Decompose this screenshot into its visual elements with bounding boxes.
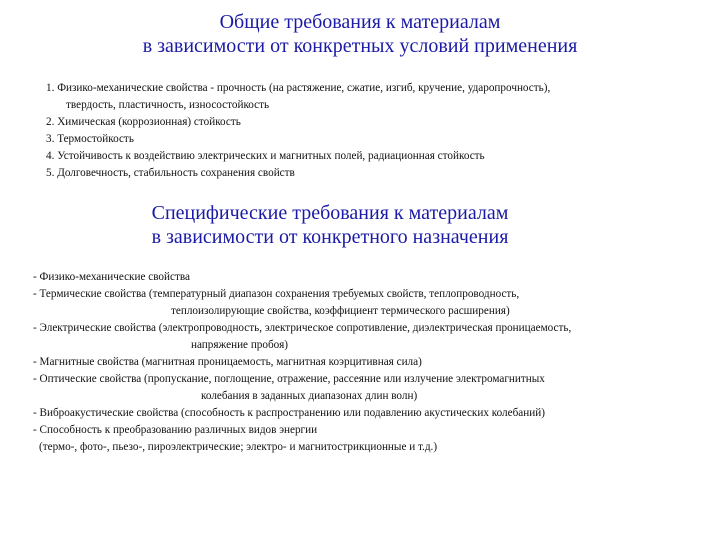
list-item: 2. Химическая (коррозионная) стойкость: [46, 116, 241, 128]
list-item-continuation: теплоизолирующие свойства, коэффициент термического расширения): [171, 305, 510, 317]
list-item: 5. Долговечность, стабильность сохранения свойств: [46, 167, 295, 179]
list-item: - Способность к преобразованию различных видов энергии: [33, 424, 318, 436]
list-item: - Электрические свойства (электропроводность, электрическое сопротивление, диэлектрическая проницаемость,: [33, 322, 572, 334]
list-item: - Магнитные свойства (магнитная проницаемость, магнитная коэрцитивная сила): [33, 356, 422, 368]
list-item-continuation: твердость, пластичность, износостойкость: [66, 99, 270, 111]
section2-title-line1: Специфические требования к материалам: [151, 202, 509, 224]
list-item-continuation: колебания в заданных диапазонах длин волн): [201, 390, 418, 402]
list-item: 3. Термостойкость: [46, 133, 134, 145]
list-item: - Виброакустические свойства (способность к распространению или подавлению акустических колебаний): [33, 407, 545, 419]
list-item-continuation: напряжение пробоя): [191, 339, 288, 351]
list-item: 4. Устойчивость к воздействию электрических и магнитных полей, радиационная стойкость: [46, 150, 485, 162]
section1-title: [90, 10, 630, 58]
general-requirements-list: [46, 80, 550, 182]
section1-title-line2: в зависимости от конкретных условий применения: [142, 35, 578, 57]
section2-title-line2: в зависимости от конкретного назначения: [151, 226, 509, 248]
list-item: - Оптические свойства (пропускание, поглощение, отражение, рассеяние или излучение электромагнитных: [33, 373, 545, 385]
list-item-continuation: (термо-, фото-, пьезо-, пироэлектрические; электро- и магнитострикционные и т.д.): [39, 441, 438, 453]
section1-title-line1: Общие требования к материалам: [219, 11, 501, 33]
specific-requirements-list: [33, 269, 571, 456]
section2-title: [95, 201, 565, 249]
list-item: 1. Физико-механические свойства - прочность (на растяжение, сжатие, изгиб, кручение, ударопрочность),: [46, 82, 551, 94]
list-item: - Физико-механические свойства: [33, 271, 190, 283]
list-item: - Термические свойства (температурный диапазон сохранения требуемых свойств, теплопроводность,: [33, 288, 520, 300]
